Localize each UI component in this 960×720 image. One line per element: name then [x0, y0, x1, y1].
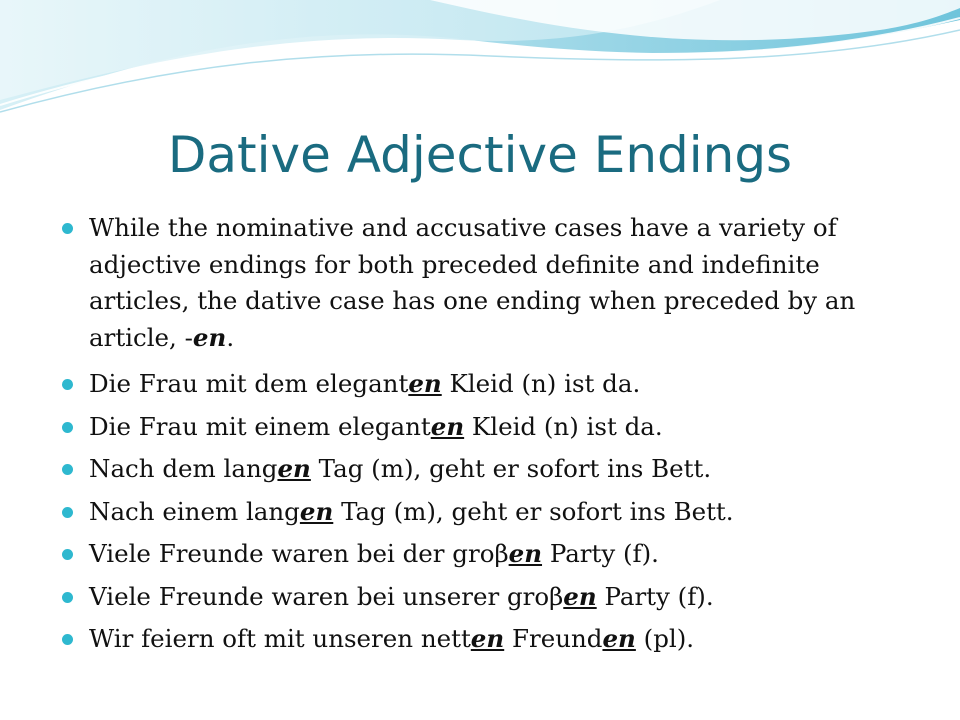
example-text: Party (f).: [542, 539, 659, 568]
example-text: Tag (m), geht er sofort ins Bett.: [333, 496, 734, 526]
bullet-icon: [62, 507, 73, 518]
bullet-icon: [62, 379, 73, 390]
example-bullet: [62, 366, 922, 403]
adjective-ending: en: [408, 369, 442, 398]
example-text: Freund: [504, 624, 603, 653]
adjective-ending: en: [470, 624, 505, 653]
bullet-icon: [62, 549, 73, 560]
example-text: Nach einem lang: [89, 496, 300, 526]
example-bullet: [62, 621, 922, 658]
adjective-ending: en: [299, 496, 334, 526]
bullet-icon: [62, 634, 73, 645]
bullet-icon: [62, 464, 73, 475]
example-text: Kleid (n) ist da.: [441, 369, 641, 398]
example-bullet: [62, 536, 922, 573]
intro-tail: .: [226, 322, 235, 352]
example-bullet: [62, 409, 922, 446]
slide-title: Dative Adjective Endings: [167, 126, 793, 184]
adjective-ending: en: [563, 581, 597, 611]
bullet-icon: [62, 592, 73, 603]
example-text: Nach dem lang: [89, 454, 278, 483]
example-text: Wir feiern oft mit unseren nett: [89, 624, 471, 653]
noun-ending: en: [602, 624, 636, 653]
wave-header-decoration: [0, 0, 960, 120]
adjective-ending: en: [508, 539, 543, 568]
adjective-ending: en: [430, 411, 465, 441]
example-bullet: [62, 451, 922, 488]
intro-text: While the nominative and accusative cases have a variety of adjective endings for both preceded definite and indefinite articles, the dative case has one ending when preceded by an article, -: [89, 213, 856, 352]
intro-ending: en: [192, 322, 227, 352]
bullet-icon: [62, 223, 73, 234]
example-bullet: [62, 579, 922, 616]
example-text: Die Frau mit dem elegant: [89, 369, 409, 398]
example-bullet: [62, 494, 922, 531]
example-text: Die Frau mit einem elegant: [89, 411, 431, 441]
bullet-list: [62, 210, 922, 658]
example-text: Kleid (n) ist da.: [464, 411, 663, 441]
example-text: Viele Freunde waren bei unserer groβ: [89, 581, 564, 611]
slide-content: [62, 210, 922, 664]
intro-bullet: [62, 210, 922, 356]
example-text: (pl).: [635, 624, 695, 653]
example-text: Viele Freunde waren bei der groβ: [89, 539, 509, 568]
bullet-icon: [62, 422, 73, 433]
example-text: Party (f).: [596, 581, 714, 611]
adjective-ending: en: [277, 454, 311, 483]
example-text: Tag (m), geht er sofort ins Bett.: [310, 454, 712, 483]
